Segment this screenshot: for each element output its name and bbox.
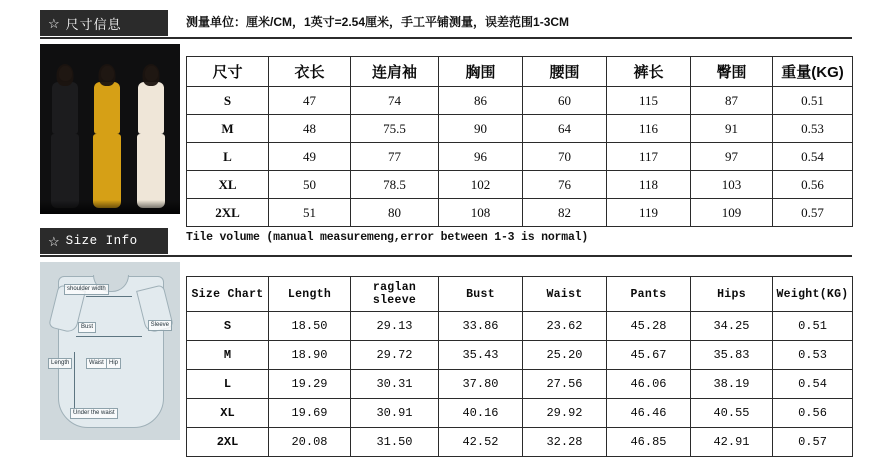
cell-bust: 90 — [439, 115, 523, 143]
cell-length: 48 — [269, 115, 351, 143]
section-badge-label-en: Size Info — [65, 234, 138, 248]
col-header-bust: 胸围 — [439, 57, 523, 87]
cell-pants: 46.46 — [607, 399, 691, 428]
cell-length: 19.69 — [269, 399, 351, 428]
cell-pants: 46.06 — [607, 370, 691, 399]
diagram-label-hip: Hip — [106, 358, 121, 369]
section-size-info-en — [0, 228, 892, 258]
cell-pants: 118 — [607, 171, 691, 199]
shoulder-guide-line — [86, 296, 132, 297]
cell-sleeve: 75.5 — [351, 115, 439, 143]
cell-weight: 0.53 — [773, 115, 853, 143]
cell-weight: 0.53 — [773, 341, 853, 370]
cell-sleeve: 31.50 — [351, 428, 439, 457]
cell-sleeve: 30.31 — [351, 370, 439, 399]
cell-waist: 27.56 — [523, 370, 607, 399]
cell-length: 20.08 — [269, 428, 351, 457]
cell-sleeve: 77 — [351, 143, 439, 171]
cell-length: 18.50 — [269, 312, 351, 341]
legs-shape — [93, 134, 121, 208]
cell-waist: 32.28 — [523, 428, 607, 457]
table-row — [187, 171, 853, 199]
cell-length: 18.90 — [269, 341, 351, 370]
hair-shape — [57, 64, 74, 86]
cell-hips: 38.19 — [691, 370, 773, 399]
header-divider-cn — [40, 37, 852, 39]
cell-size: 2XL — [187, 428, 269, 457]
model-figure-black — [50, 66, 80, 208]
torso-shape — [94, 82, 120, 134]
diagram-label-waist: Waist — [86, 358, 107, 369]
cell-pants: 117 — [607, 143, 691, 171]
cell-waist: 25.20 — [523, 341, 607, 370]
table-row — [187, 199, 853, 227]
cell-weight: 0.51 — [773, 87, 853, 115]
cell-sleeve: 29.72 — [351, 341, 439, 370]
model-figure-cream — [136, 66, 166, 208]
col-header-waist: Waist — [523, 277, 607, 312]
cell-hips: 109 — [691, 199, 773, 227]
table-row — [187, 428, 853, 457]
cell-size: M — [187, 341, 269, 370]
cell-bust: 33.86 — [439, 312, 523, 341]
col-header-hips: 臀围 — [691, 57, 773, 87]
col-header-length: Length — [269, 277, 351, 312]
measurement-diagram-block — [40, 262, 180, 440]
table-row — [187, 370, 853, 399]
star-icon: ☆ — [48, 15, 60, 31]
cell-weight: 0.56 — [773, 171, 853, 199]
hair-shape — [143, 64, 160, 86]
col-header-bust: Bust — [439, 277, 523, 312]
col-header-length: 衣长 — [269, 57, 351, 87]
size-table-en — [186, 276, 853, 457]
col-header-size: 尺寸 — [187, 57, 269, 87]
section-header-en — [0, 228, 892, 258]
section-badge-label-cn: 尺寸信息 — [65, 16, 122, 32]
cell-sleeve: 80 — [351, 199, 439, 227]
cell-bust: 37.80 — [439, 370, 523, 399]
cell-hips: 97 — [691, 143, 773, 171]
col-header-pants: 裤长 — [607, 57, 691, 87]
section-size-info-cn — [0, 10, 892, 40]
cell-size: L — [187, 370, 269, 399]
cell-pants: 115 — [607, 87, 691, 115]
size-table-cn — [186, 56, 853, 227]
cell-sleeve: 74 — [351, 87, 439, 115]
cell-size: M — [187, 115, 269, 143]
table-row — [187, 399, 853, 428]
cell-bust: 35.43 — [439, 341, 523, 370]
hair-shape — [99, 64, 116, 86]
cell-hips: 87 — [691, 87, 773, 115]
table-row — [187, 87, 853, 115]
cell-size: XL — [187, 399, 269, 428]
legs-shape — [51, 134, 79, 208]
cell-sleeve: 30.91 — [351, 399, 439, 428]
col-header-hips: Hips — [691, 277, 773, 312]
cell-hips: 103 — [691, 171, 773, 199]
cell-bust: 102 — [439, 171, 523, 199]
col-header-pants: Pants — [607, 277, 691, 312]
table-row — [187, 115, 853, 143]
table-header-row — [187, 277, 853, 312]
cell-bust: 42.52 — [439, 428, 523, 457]
col-header-weight: 重量(KG) — [773, 57, 853, 87]
table-row — [187, 312, 853, 341]
section-header-cn — [0, 10, 892, 40]
cell-weight: 0.57 — [773, 199, 853, 227]
col-header-raglan-sleeve — [351, 277, 439, 312]
cell-weight: 0.54 — [773, 370, 853, 399]
cell-hips: 40.55 — [691, 399, 773, 428]
cell-bust: 86 — [439, 87, 523, 115]
cell-length: 51 — [269, 199, 351, 227]
cell-pants: 116 — [607, 115, 691, 143]
diagram-label-sleeve: Sleeve — [148, 320, 172, 331]
cell-size: S — [187, 87, 269, 115]
product-photo-block — [40, 44, 180, 214]
cell-pants: 119 — [607, 199, 691, 227]
cell-bust: 96 — [439, 143, 523, 171]
table-row — [187, 143, 853, 171]
cell-waist: 29.92 — [523, 399, 607, 428]
col-header-raglan-line1: raglan — [372, 281, 417, 294]
cell-length: 50 — [269, 171, 351, 199]
cell-waist: 70 — [523, 143, 607, 171]
length-guide-line — [74, 352, 75, 412]
torso-shape — [138, 82, 164, 134]
product-photo — [40, 44, 180, 214]
diagram-label-shoulder: shoulder width — [64, 284, 109, 295]
torso-shape — [52, 82, 78, 134]
cell-waist: 64 — [523, 115, 607, 143]
col-header-waist: 腰围 — [523, 57, 607, 87]
measurement-note-cn: 测量单位：厘米/CM，1英寸=2.54厘米，手工平铺测量，误差范围1-3CM — [186, 15, 570, 29]
star-icon: ☆ — [48, 233, 60, 249]
section-badge-en — [40, 228, 168, 254]
cell-size: L — [187, 143, 269, 171]
cell-weight: 0.57 — [773, 428, 853, 457]
table-header-row — [187, 57, 853, 87]
cell-length: 47 — [269, 87, 351, 115]
cell-hips: 42.91 — [691, 428, 773, 457]
cell-waist: 82 — [523, 199, 607, 227]
cell-size: 2XL — [187, 199, 269, 227]
cell-bust: 108 — [439, 199, 523, 227]
cell-pants: 46.85 — [607, 428, 691, 457]
cell-bust: 40.16 — [439, 399, 523, 428]
cell-pants: 45.28 — [607, 312, 691, 341]
cell-weight: 0.54 — [773, 143, 853, 171]
cell-sleeve: 29.13 — [351, 312, 439, 341]
diagram-label-under-waist: Under the waist — [70, 408, 118, 419]
model-figure-yellow — [92, 66, 122, 208]
cell-size: XL — [187, 171, 269, 199]
cell-hips: 34.25 — [691, 312, 773, 341]
cell-weight: 0.51 — [773, 312, 853, 341]
cell-sleeve: 78.5 — [351, 171, 439, 199]
col-header-raglan-line2: sleeve — [372, 294, 417, 307]
measurement-note-en: Tile volume (manual measuremeng,error between 1-3 is normal) — [186, 231, 589, 244]
cell-waist: 76 — [523, 171, 607, 199]
cell-size: S — [187, 312, 269, 341]
bust-guide-line — [76, 336, 142, 337]
col-header-size-chart: Size Chart — [187, 277, 269, 312]
cell-weight: 0.56 — [773, 399, 853, 428]
diagram-label-length: Length — [48, 358, 72, 369]
col-header-weight: Weight(KG) — [773, 277, 853, 312]
legs-shape — [137, 134, 165, 208]
photo-shadow — [40, 200, 180, 214]
section-badge-cn — [40, 10, 168, 36]
table-row — [187, 341, 853, 370]
cell-length: 49 — [269, 143, 351, 171]
header-divider-en — [40, 255, 852, 257]
col-header-raglan-sleeve: 连肩袖 — [351, 57, 439, 87]
cell-length: 19.29 — [269, 370, 351, 399]
cell-hips: 91 — [691, 115, 773, 143]
cell-hips: 35.83 — [691, 341, 773, 370]
diagram-label-bust: Bust — [78, 322, 96, 333]
cell-waist: 23.62 — [523, 312, 607, 341]
measurement-diagram — [40, 262, 180, 440]
cell-pants: 45.67 — [607, 341, 691, 370]
cell-waist: 60 — [523, 87, 607, 115]
